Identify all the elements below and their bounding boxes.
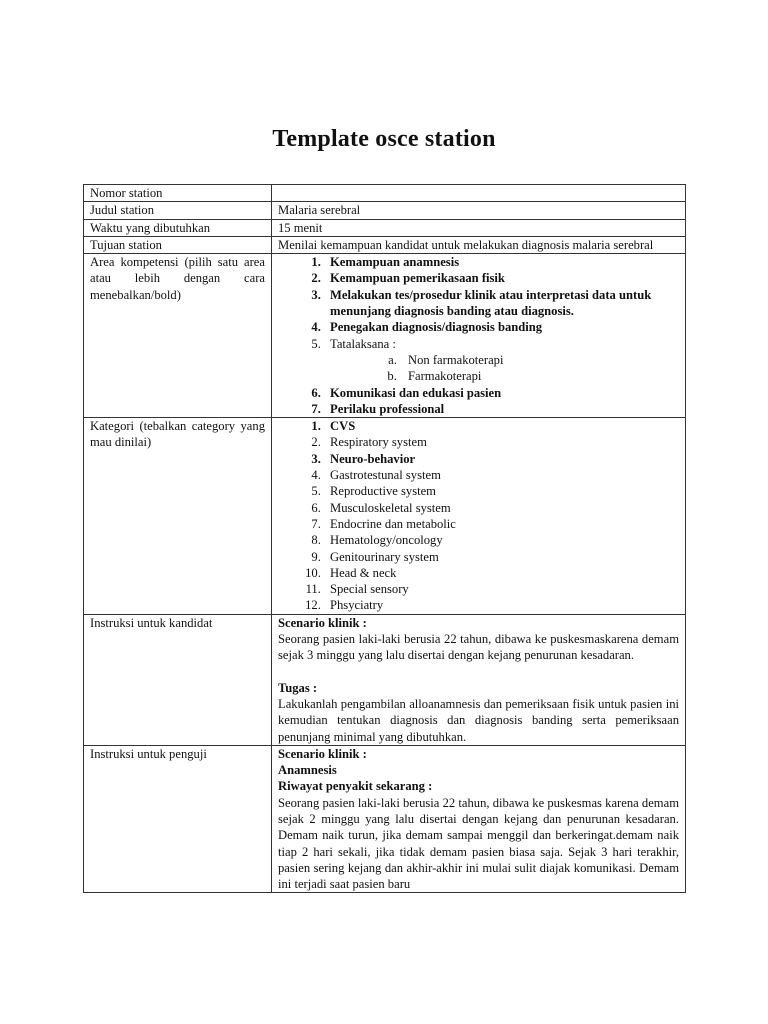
- tugas-heading: Tugas :: [278, 680, 318, 695]
- list-item: 2. Kemampuan pemerikasaan fisik: [324, 270, 679, 286]
- list-item: 6. Musculoskeletal system: [324, 500, 679, 516]
- tujuan-value: Menilai kemampuan kandidat untuk melakukan diagnosis malaria serebral: [272, 236, 686, 253]
- list-item: 2. Respiratory system: [324, 434, 679, 450]
- kategori-list: [278, 418, 679, 614]
- waktu-label: Waktu yang dibutuhkan: [84, 219, 272, 236]
- table-row-judul: [84, 202, 686, 219]
- list-item: [324, 336, 679, 385]
- riwayat-heading: Riwayat penyakit sekarang :: [278, 779, 433, 794]
- area-value: [272, 254, 686, 418]
- table-row-kandidat: [84, 614, 686, 745]
- list-item: 5. Reproductive system: [324, 483, 679, 499]
- kandidat-label: Instruksi untuk kandidat: [84, 614, 272, 745]
- sub-list-item: b. Farmakoterapi: [400, 368, 679, 384]
- osce-template-table: [83, 184, 686, 893]
- list-item: 12. Phsyciatry: [324, 597, 679, 613]
- table-row-nomor: [84, 185, 686, 202]
- penguji-label: Instruksi untuk penguji: [84, 745, 272, 893]
- table-row-area: [84, 254, 686, 418]
- nomor-value: [272, 185, 686, 202]
- penguji-text: Seorang pasien laki-laki berusia 22 tahun, dibawa ke puskesmas karena demam sejak 2 minggu yang lalu disertai dengan kejang dan penurunan kesadaran. Demam naik turun, jika demam sampai menggil dan berkeringat.demam naik tiap 2 hari sekali, jika tidak demam pasien biasa saja. Sejak 3 hari terakhir, pasien sering kejang dan akhir-akhir ini mulai sulit diajak komunikasi. Demam ini terjadi saat pasien baru: [278, 795, 679, 892]
- tujuan-label: Tujuan station: [84, 236, 272, 253]
- list-item: 1. CVS: [324, 418, 679, 434]
- list-item: 10. Head & neck: [324, 565, 679, 581]
- list-item: 8. Hematology/oncology: [324, 532, 679, 548]
- page-title: Template osce station: [272, 126, 496, 152]
- judul-value: Malaria serebral: [272, 202, 686, 219]
- sub-list: [330, 352, 679, 385]
- tugas-text: Lakukanlah pengambilan alloanamnesis dan pemeriksaan fisik untuk pasien ini kemudian tentukan diagnosis dan diagnosis banding serta pemeriksaan penunjang minimal yang dibutuhkan.: [278, 696, 679, 744]
- scenario-text: Seorang pasien laki-laki berusia 22 tahun, dibawa ke puskesmaskarena demam sejak 3 minggu yang lalu disertai dengan kejang penurunan kesadaran.: [278, 632, 679, 663]
- table-row-waktu: [84, 219, 686, 236]
- list-item: 9. Genitourinary system: [324, 549, 679, 565]
- list-item: 11. Special sensory: [324, 581, 679, 597]
- table-row-tujuan: [84, 236, 686, 253]
- list-item: 3. Neuro-behavior: [324, 451, 679, 467]
- scenario-heading: Scenario klinik :: [278, 746, 367, 761]
- table-row-kategori: [84, 418, 686, 615]
- list-item: 3. Melakukan tes/prosedur klinik atau interpretasi data untuk menunjang diagnosis banding atau diagnosis.: [324, 287, 679, 320]
- list-item: 4. Gastrotestunal system: [324, 467, 679, 483]
- list-item: 6. Komunikasi dan edukasi pasien: [324, 385, 679, 401]
- kategori-label: Kategori (tebalkan category yang mau dinilai): [84, 418, 272, 615]
- list-item: 7. Perilaku professional: [324, 401, 679, 417]
- table-row-penguji: [84, 745, 686, 893]
- list-item: 4. Penegakan diagnosis/diagnosis banding: [324, 319, 679, 335]
- waktu-value: 15 menit: [272, 219, 686, 236]
- list-item: 1. Kemampuan anamnesis: [324, 254, 679, 270]
- penguji-value: [272, 745, 686, 893]
- kandidat-value: [272, 614, 686, 745]
- kategori-value: [272, 418, 686, 615]
- anamnesis-heading: Anamnesis: [278, 763, 337, 778]
- area-list: [278, 254, 679, 417]
- nomor-label: Nomor station: [84, 185, 272, 202]
- spacer: [278, 664, 679, 680]
- list-item-label: Tatalaksana :: [330, 336, 396, 351]
- list-item: 7. Endocrine dan metabolic: [324, 516, 679, 532]
- area-label: Area kompetensi (pilih satu area atau lebih dengan cara menebalkan/bold): [84, 254, 272, 418]
- sub-list-item: a. Non farmakoterapi: [400, 352, 679, 368]
- judul-label: Judul station: [84, 202, 272, 219]
- scenario-heading: Scenario klinik :: [278, 615, 367, 630]
